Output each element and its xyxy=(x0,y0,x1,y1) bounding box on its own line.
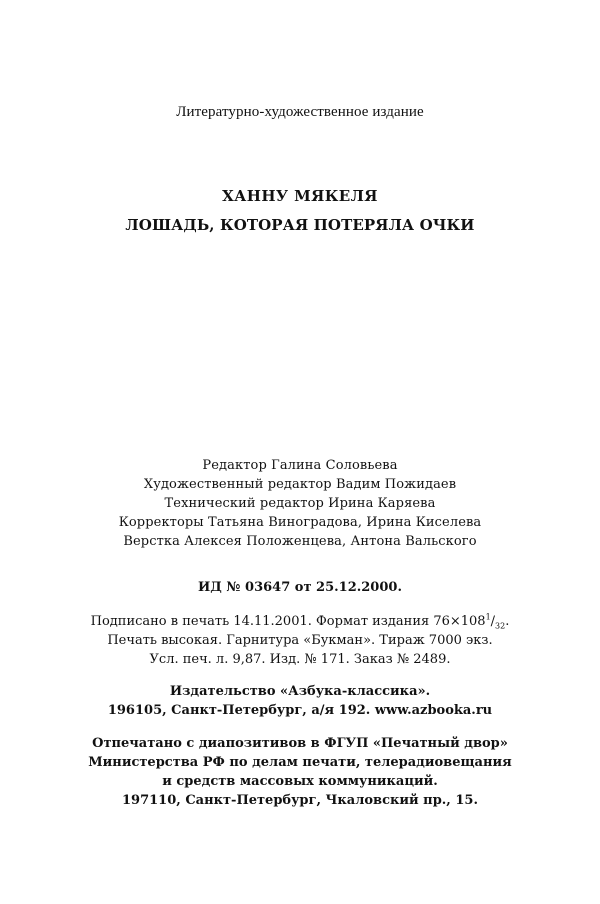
credit-tech-editor: Технический редактор Ирина Каряева xyxy=(164,496,436,511)
credit-proofreaders: Корректоры Татьяна Виноградова, Ирина Киселева xyxy=(118,515,482,530)
credit-editor: Редактор Галина Соловьева xyxy=(202,458,398,473)
book-title: ЛОШАДЬ, КОТОРАЯ ПОТЕРЯЛА ОЧКИ xyxy=(125,216,475,234)
license-number: ИД № 03647 от 25.12.2000. xyxy=(198,580,402,595)
format-numerator: 1 xyxy=(485,612,491,622)
credit-layout: Верстка Алексея Положенцева, Антона Вальского xyxy=(123,534,477,549)
publisher-line-2: 196105, Санкт-Петербург, а/я 192. www.azbooka.ru xyxy=(107,703,493,718)
printer-line-1: Отпечатано с диапозитивов в ФГУП «Печатный двор» xyxy=(92,736,508,751)
printer-line-2: Министерства РФ по делам печати, телерадиовещания xyxy=(88,755,512,770)
print-info-line-1: Подписано в печать 14.11.2001. Формат издания $76\times 108^1/_{32}$. xyxy=(90,612,510,631)
author-name: ХАННУ МЯКЕЛЯ xyxy=(222,187,378,205)
print-format-text: Подписано в печать 14.11.2001. Формат издания 76×108 xyxy=(90,614,486,629)
genre-line: Литературно-художественное издание xyxy=(176,104,424,120)
printer-line-3: и средств массовых коммуникаций. xyxy=(162,774,438,789)
print-info-line-3: Усл. печ. л. 9,87. Изд. № 171. Заказ № 2489. xyxy=(149,652,451,667)
format-denominator: 32 xyxy=(495,621,506,631)
publisher-line-1: Издательство «Азбука-классика». xyxy=(169,684,431,699)
format-period: . xyxy=(505,614,510,629)
printer-line-4: 197110, Санкт-Петербург, Чкаловский пр., 15. xyxy=(122,793,478,808)
print-info-line-2: Печать высокая. Гарнитура «Букман». Тираж 7000 экз. xyxy=(107,633,493,648)
credit-art-editor: Художественный редактор Вадим Пожидаев xyxy=(143,477,457,492)
